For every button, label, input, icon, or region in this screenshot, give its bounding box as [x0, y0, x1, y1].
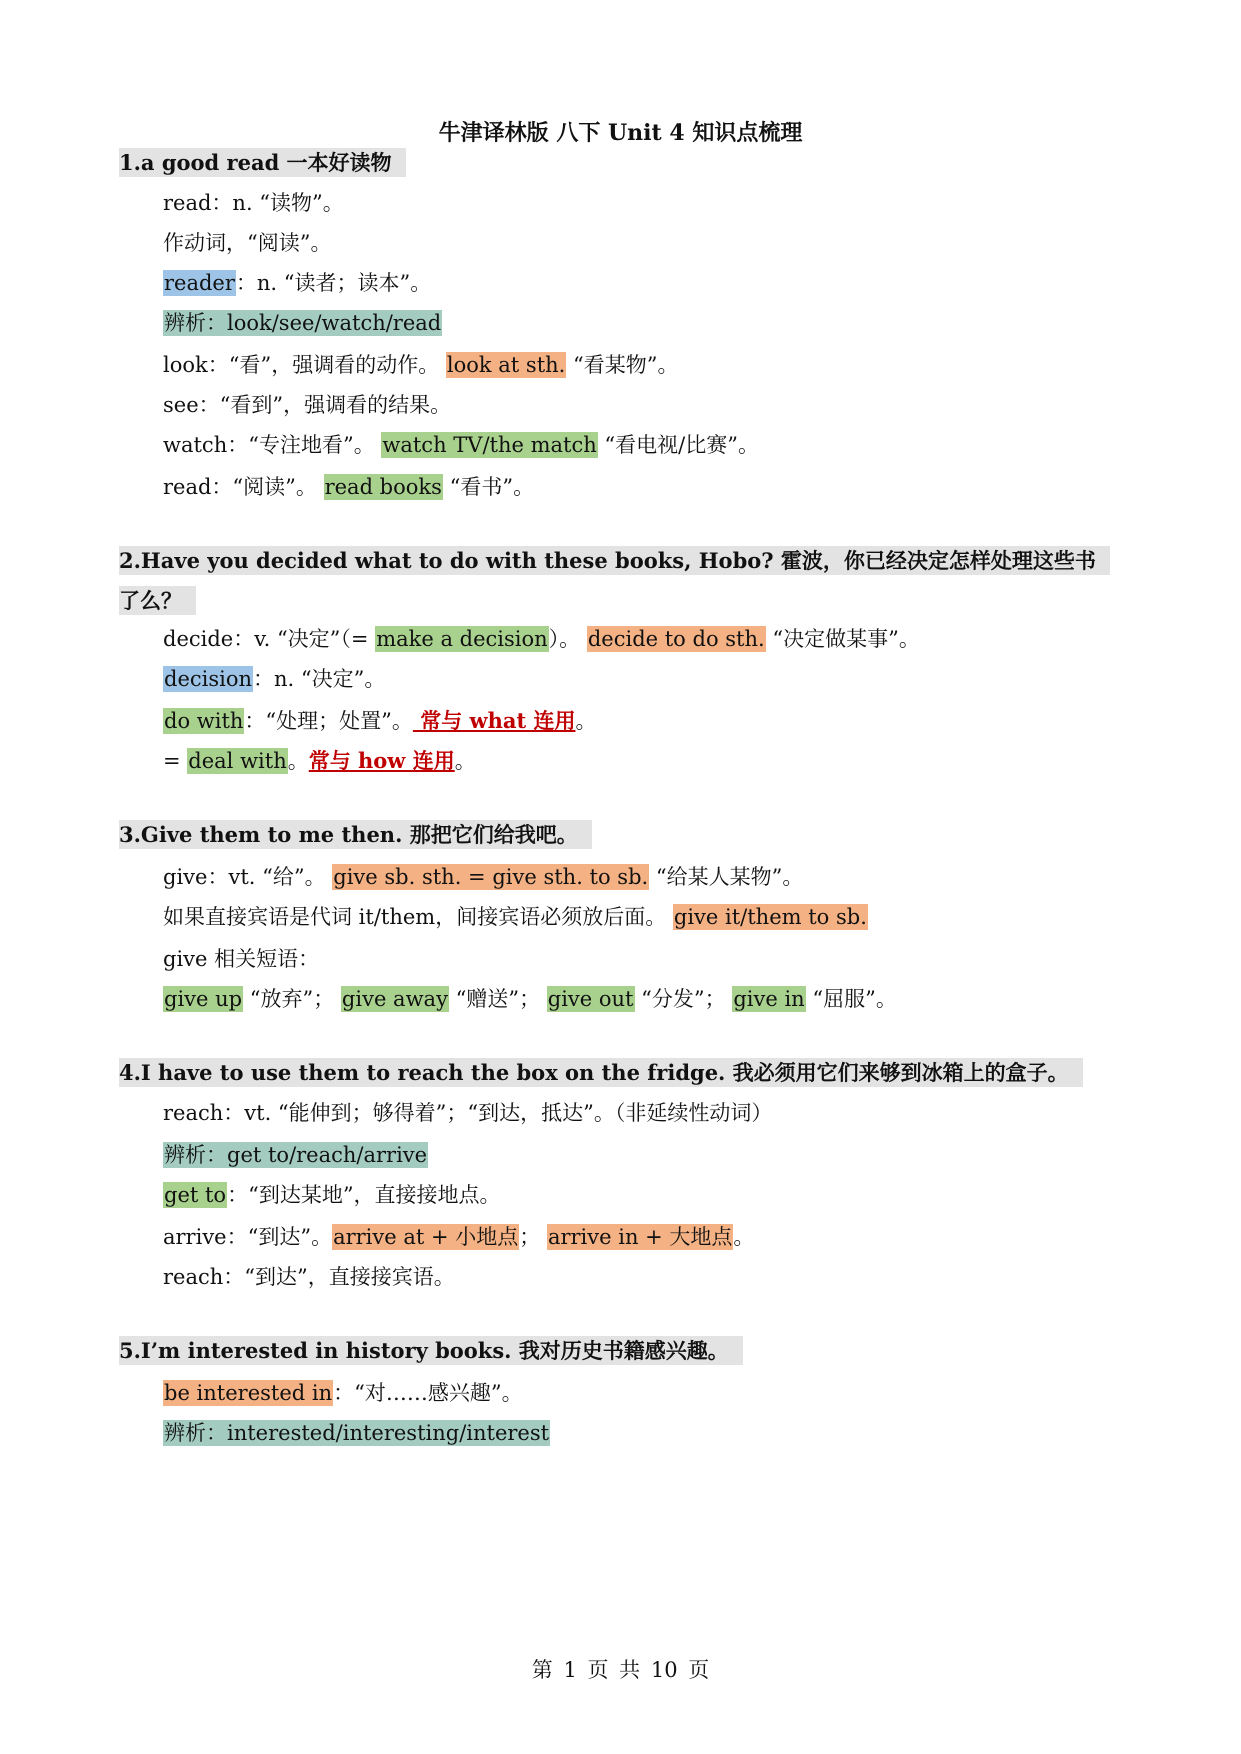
highlight-give-it-them: give it/them to sb.: [673, 905, 867, 929]
section-4-heading-text: 4.I have to use them to reach the box on the fridge. 我必须用它们来够到冰箱上的盒子。: [119, 1058, 1083, 1087]
s4-line-3: [163, 1180, 501, 1210]
gloss-give-up: “放弃”；: [243, 987, 341, 1011]
s2-line-2: [163, 664, 385, 694]
section-3-heading: [119, 820, 592, 850]
highlight-give-up: give up: [164, 987, 243, 1011]
highlight-arrive-at: arrive at + 小地点: [333, 1225, 519, 1249]
s3-line-3: give 相关短语：: [163, 947, 320, 971]
gloss-give-in: “屈服”。: [805, 987, 897, 1011]
section-5-heading-text: 5.I’m interested in history books. 我对历史书籍感兴趣。: [119, 1336, 743, 1365]
s1-line-5-gloss: “看某物”。: [566, 353, 679, 377]
section-4-heading: [119, 1058, 1083, 1088]
s4-line-4-end: 。: [733, 1225, 755, 1249]
distinguish-label-3: 辨析：interested/interesting/interest: [164, 1421, 550, 1445]
highlight-be-interested-in: be interested in: [164, 1381, 333, 1405]
gloss-give-out: “分发”；: [634, 987, 733, 1011]
highlight-arrive-in: arrive in + 大地点: [547, 1225, 733, 1249]
section-2-heading-text: 2.Have you decided what to do with these books, Hobo? 霍波，你已经决定怎样处理这些书: [119, 546, 1110, 575]
section-1-heading: [119, 148, 406, 178]
distinguish-label: 辨析：look/see/watch/read: [164, 311, 442, 335]
s1-line-4: [163, 308, 442, 338]
s1-line-6: see：“看到”，强调看的结果。: [163, 393, 452, 417]
s2-line-2-text: ：n. “决定”。: [253, 667, 386, 691]
highlight-decide-to-do: decide to do sth.: [587, 627, 765, 651]
s2-line-3: [163, 706, 597, 736]
s1-line-7: [163, 430, 759, 460]
s3-line-1-gloss: “给某人某物”。: [649, 865, 804, 889]
s2-line-4: [163, 746, 476, 776]
highlight-give-sb-sth: give sb. sth. = give sth. to sb.: [333, 865, 649, 889]
highlight-get-to: get to: [164, 1183, 227, 1207]
s2-line-1-mid: ）。: [548, 627, 587, 651]
note-how: 常与 how 连用: [308, 748, 455, 773]
s5-line-2: [163, 1418, 550, 1448]
highlight-deal-with: deal with: [188, 749, 287, 773]
s4-line-4: [163, 1222, 754, 1252]
highlight-decision: decision: [164, 667, 253, 691]
s2-line-3-end: 。: [575, 709, 597, 733]
highlight-do-with: do with: [164, 709, 244, 733]
highlight-look-at: look at sth.: [446, 353, 566, 377]
s1-line-8: [163, 472, 534, 502]
s1-line-8-text: read：“阅读”。: [163, 475, 324, 499]
section-2-heading: [119, 546, 1110, 576]
s4-line-5: reach：“到达”，直接接宾语。: [163, 1265, 455, 1289]
section-5-heading: [119, 1336, 743, 1366]
note-what: 常与 what 连用: [412, 708, 576, 733]
s2-line-1-text: decide：v. “决定”（=: [163, 627, 376, 651]
s1-line-8-gloss: “看书”。: [442, 475, 535, 499]
highlight-read-books: read books: [324, 475, 442, 499]
s4-line-4-text: arrive：“到达”。: [163, 1225, 333, 1249]
s1-line-2: 作动词，“阅读”。: [163, 231, 332, 255]
s1-line-7-text: watch：“专注地看”。: [163, 433, 382, 457]
s2-line-4-text: =: [163, 749, 188, 773]
s3-line-1: [163, 862, 803, 892]
s5-line-1: [163, 1378, 523, 1408]
s4-line-1: reach：vt. “能伸到；够得着”；“到达，抵达”。（非延续性动词）: [163, 1101, 773, 1125]
highlight-give-away: give away: [341, 987, 448, 1011]
s2-line-4-end: 。: [454, 749, 476, 773]
s3-line-2-text: 如果直接宾语是代词 it/them，间接宾语必须放后面。: [163, 905, 673, 929]
s5-line-1-text: ：“对……感兴趣”。: [333, 1381, 523, 1405]
section-2-heading-text-2: 了么？: [119, 586, 196, 615]
s1-line-7-gloss: “看电视/比赛”。: [597, 433, 759, 457]
s1-line-3: [163, 268, 431, 298]
s4-line-4-mid: ；: [519, 1225, 547, 1249]
highlight-reader: reader: [164, 271, 235, 295]
s1-line-3-text: ：n. “读者；读本”。: [235, 271, 432, 295]
s2-line-4-mid: 。: [287, 749, 309, 773]
section-3-heading-text: 3.Give them to me then. 那把它们给我吧。: [119, 820, 592, 849]
highlight-make-a-decision: make a decision: [376, 627, 548, 651]
s2-line-1-gloss: “决定做某事”。: [765, 627, 920, 651]
s3-line-2: [163, 902, 868, 932]
s4-line-3-text: ：“到达某地”，直接接地点。: [227, 1183, 501, 1207]
page-footer: 第 1 页 共 10 页: [531, 1658, 710, 1682]
s1-line-5: [163, 350, 678, 380]
s2-line-3-text: ：“处理；处置”。: [244, 709, 413, 733]
s2-line-1: [163, 624, 920, 654]
distinguish-label-2: 辨析：get to/reach/arrive: [164, 1143, 428, 1167]
s3-line-4: [163, 984, 897, 1014]
s3-line-1-text: give：vt. “给”。: [163, 865, 333, 889]
gloss-give-away: “赠送”；: [448, 987, 547, 1011]
section-1-heading-text: 1.a good read 一本好读物: [119, 148, 406, 177]
s4-line-2: [163, 1140, 428, 1170]
highlight-give-out: give out: [547, 987, 634, 1011]
highlight-give-in: give in: [733, 987, 805, 1011]
highlight-watch-tv: watch TV/the match: [382, 433, 597, 457]
section-2-heading-cont: [119, 586, 196, 616]
s1-line-1: read：n. “读物”。: [163, 191, 344, 215]
s1-line-5-text: look：“看”，强调看的动作。: [163, 353, 446, 377]
page-title: 牛津译林版 八下 Unit 4 知识点梳理: [438, 120, 803, 146]
